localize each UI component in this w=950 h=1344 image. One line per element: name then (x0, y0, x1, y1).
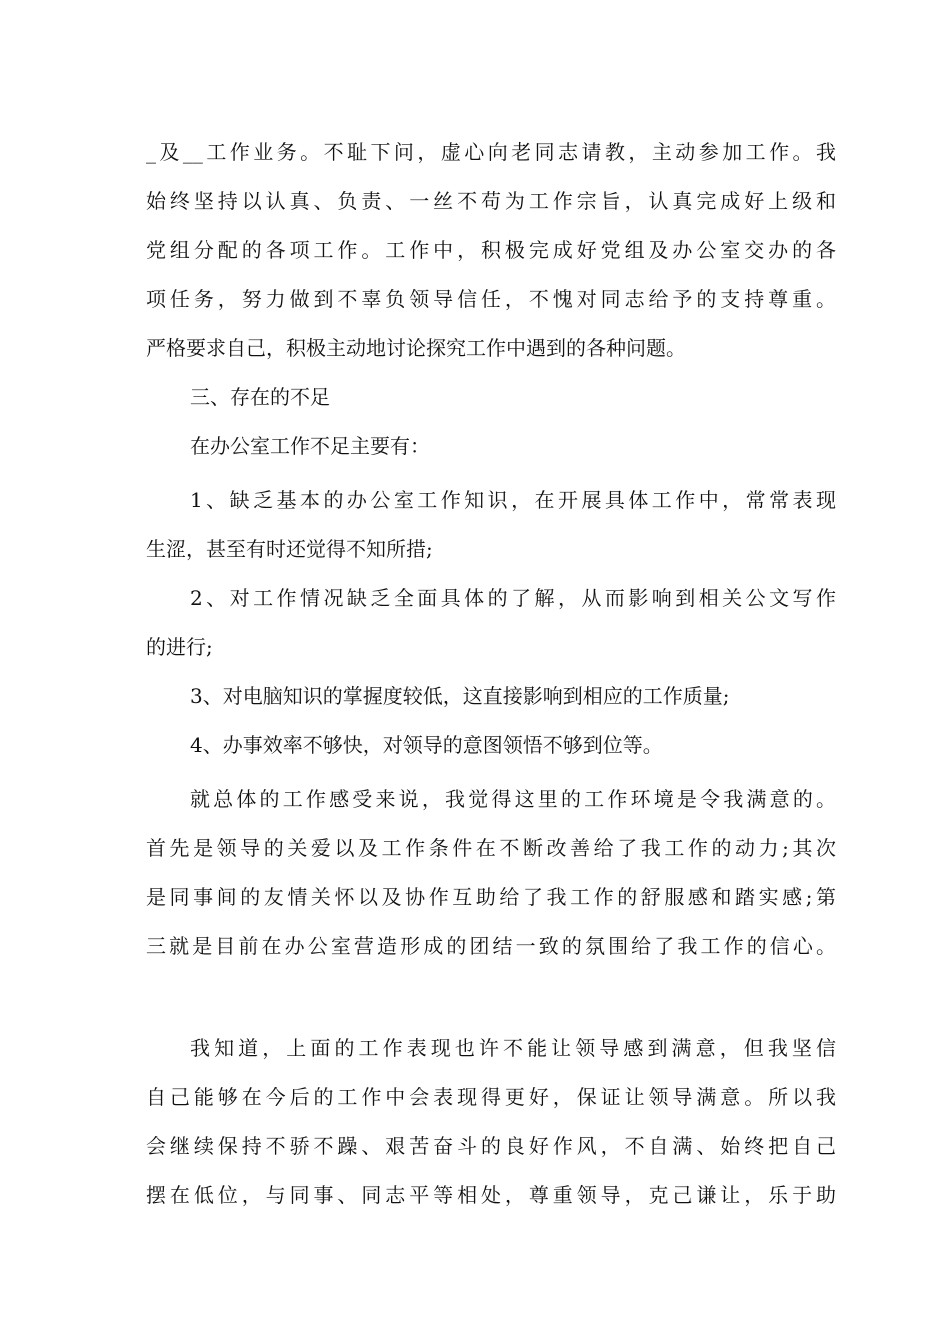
section-heading: 三、存在的不足 (190, 385, 330, 409)
text-line: 首先是领导的关爱以及工作条件在不断改善给了我工作的动力;其次 (146, 836, 836, 860)
list-item: 4、办事效率不够快，对领导的意图领悟不够到位等。 (190, 733, 663, 757)
text-line: 摆在低位，与同事、同志平等相处，尊重领导，克己谦让，乐于助 (146, 1183, 836, 1207)
text-line: 严格要求自己，积极主动地讨论探究工作中遇到的各种问题。 (146, 336, 686, 360)
text-line: 会继续保持不骄不躁、艰苦奋斗的良好作风，不自满、始终把自己 (146, 1134, 836, 1158)
text-line: 在办公室工作不足主要有： (190, 434, 430, 458)
text-line: 始终坚持以认真、负责、一丝不苟为工作宗旨，认真完成好上级和 (146, 189, 836, 213)
text-line: 就总体的工作感受来说，我觉得这里的工作环境是令我满意的。 (190, 787, 836, 811)
text-line: 是同事间的友情关怀以及协作互助给了我工作的舒服感和踏实感;第 (146, 885, 836, 909)
text-line: 的进行; (146, 635, 213, 659)
list-item: 1、缺乏基本的办公室工作知识，在开展具体工作中，常常表现 (190, 488, 836, 512)
text-line: 三就是目前在办公室营造形成的团结一致的氛围给了我工作的信心。 (146, 934, 836, 958)
text-line: 生涩，甚至有时还觉得不知所措; (146, 537, 433, 561)
list-item: 3、对电脑知识的掌握度较低，这直接影响到相应的工作质量; (190, 684, 730, 708)
text-line: 项任务，努力做到不辜负领导信任，不愧对同志给予的支持尊重。 (146, 287, 836, 311)
text-line: 党组分配的各项工作。工作中，积极完成好党组及办公室交办的各 (146, 238, 836, 262)
text-line: _及__工作业务。不耻下问，虚心向老同志请教，主动参加工作。我 (146, 140, 836, 164)
text-line: 我知道，上面的工作表现也许不能让领导感到满意，但我坚信 (190, 1036, 836, 1060)
text-line: 自己能够在今后的工作中会表现得更好，保证让领导满意。所以我 (146, 1085, 836, 1109)
list-item: 2、对工作情况缺乏全面具体的了解，从而影响到相关公文写作 (190, 586, 836, 610)
